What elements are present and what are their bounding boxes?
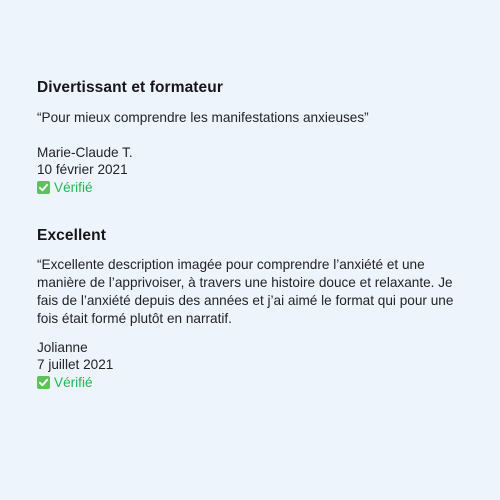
check-mark-button-icon	[37, 376, 50, 389]
review-card	[37, 227, 457, 391]
review-title: Excellent	[37, 227, 106, 244]
check-mark-button-icon	[37, 181, 50, 194]
review-quote: “Excellente description imagée pour comprendre l’anxiété et une manière de l’apprivoiser, à travers une histoire douce et relaxante. Je fais de l’anxiété depuis des années et j’ai aimé le format qui pour une fois était formé plutôt en narratif.	[37, 257, 454, 326]
verified-badge	[37, 179, 457, 196]
review-title: Divertissant et formateur	[37, 79, 223, 96]
review-quote: “Pour mieux comprendre les manifestations anxieuses”	[37, 110, 369, 125]
review-date: 10 février 2021	[37, 162, 128, 177]
review-author: Jolianne	[37, 340, 88, 355]
review-date: 7 juillet 2021	[37, 357, 114, 372]
review-card	[37, 79, 457, 196]
review-author: Marie-Claude T.	[37, 145, 133, 160]
verified-label: Vérifié	[54, 375, 93, 390]
review-meta	[37, 339, 457, 391]
review-meta	[37, 144, 457, 196]
verified-label: Vérifié	[54, 180, 93, 195]
verified-badge	[37, 374, 457, 391]
